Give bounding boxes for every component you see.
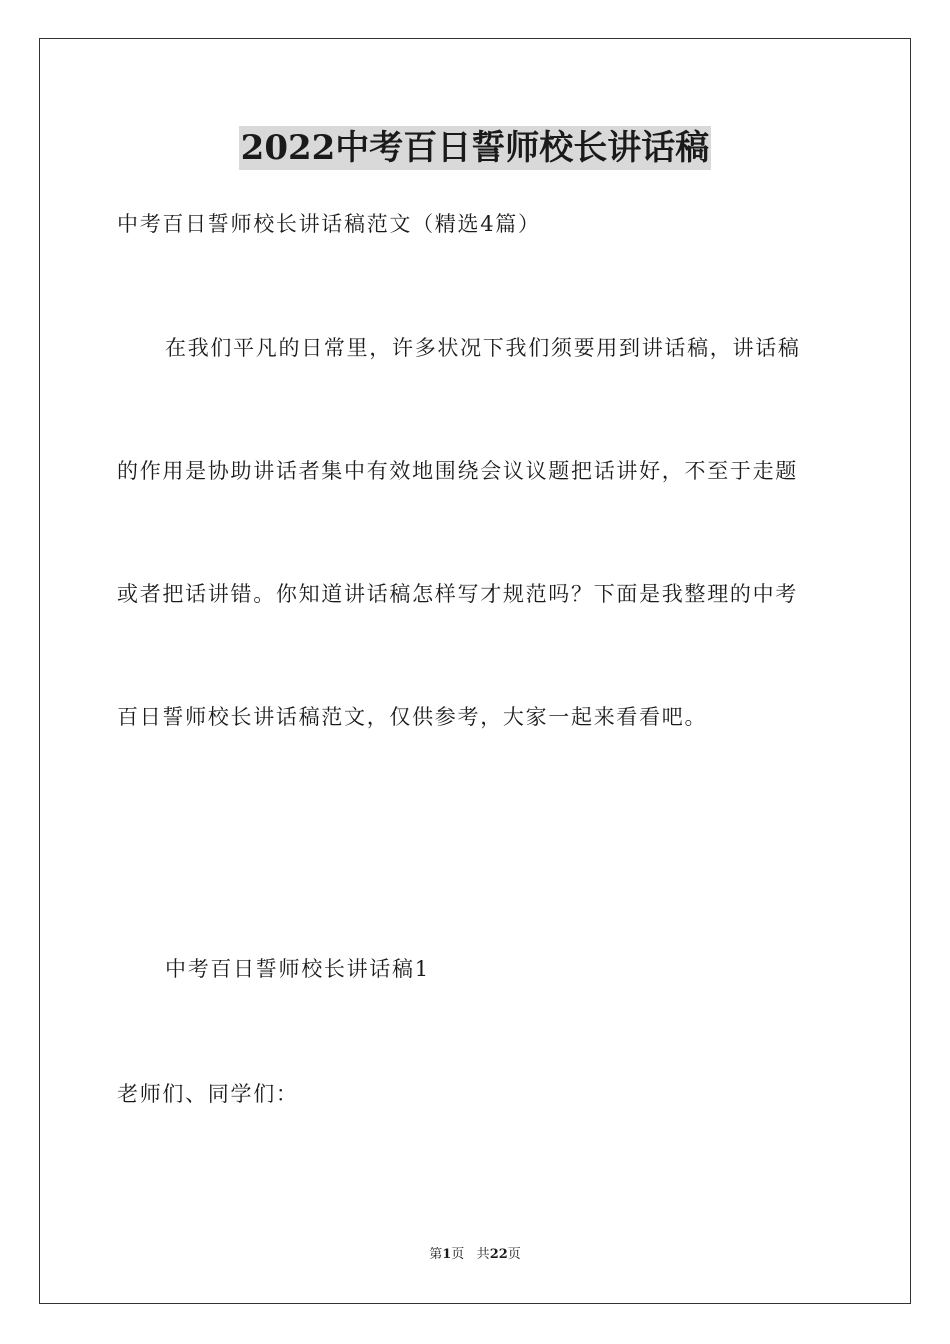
salutation: 老师们、同学们： <box>117 1082 299 1106</box>
title-container <box>0 126 950 170</box>
intro-line-4: 百日誓师校长讲话稿范文，仅供参考，大家一起来看看吧。 <box>117 705 708 729</box>
total-prefix: 共 <box>476 1247 490 1262</box>
total-suffix: 页 <box>507 1247 521 1262</box>
document-subtitle: 中考百日誓师校长讲话稿范文（精选4篇） <box>117 212 541 236</box>
page-prefix: 第 <box>429 1247 443 1262</box>
intro-line-1: 在我们平凡的日常里，许多状况下我们须要用到讲话稿，讲话稿 <box>165 336 801 360</box>
page-suffix: 页 <box>451 1247 465 1262</box>
page-footer <box>0 1246 950 1264</box>
page-number: 1 <box>442 1247 452 1262</box>
section-heading: 中考百日誓师校长讲话稿1 <box>165 957 430 981</box>
total-pages: 22 <box>489 1247 508 1262</box>
intro-line-2: 的作用是协助讲话者集中有效地围绕会议议题把话讲好，不至于走题 <box>117 459 798 483</box>
intro-line-3: 或者把话讲错。你知道讲话稿怎样写才规范吗？下面是我整理的中考 <box>117 582 798 606</box>
document-title: 2022中考百日誓师校长讲话稿 <box>240 128 710 168</box>
